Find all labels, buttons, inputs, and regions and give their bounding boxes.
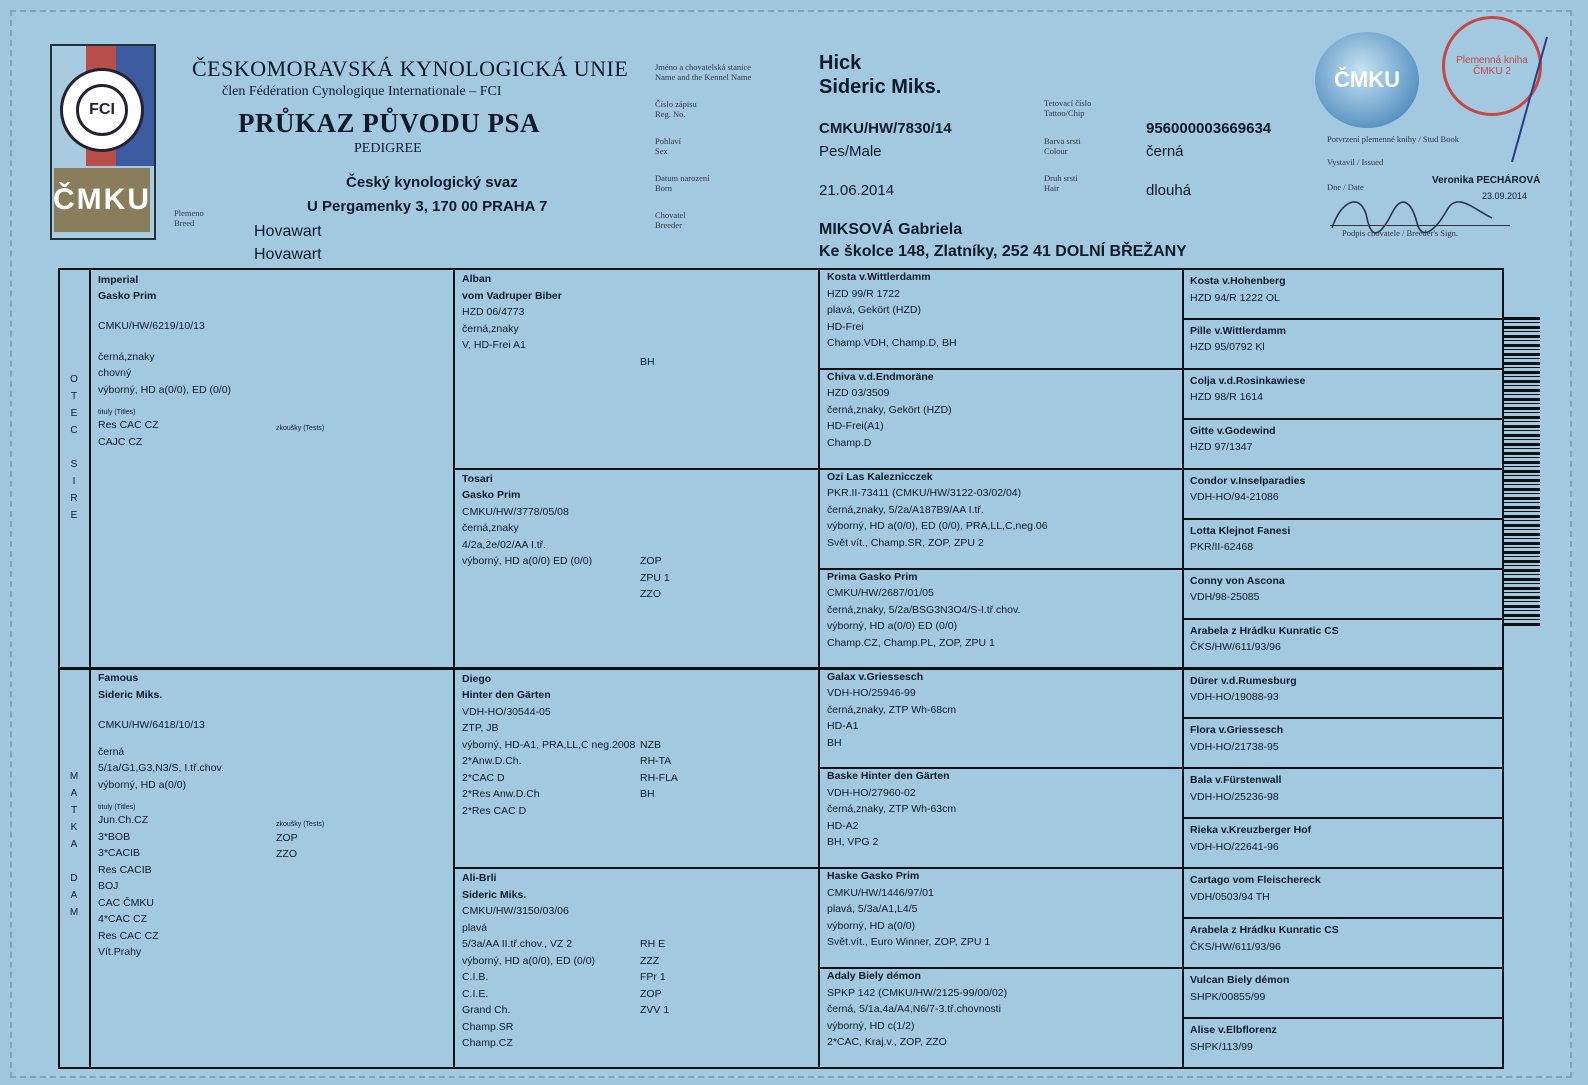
gen4-cell	[1190, 523, 1490, 556]
gen2-info: V, HD-Frei A1	[462, 339, 526, 351]
dam-cell	[98, 670, 448, 961]
breed-label: Plemeno Breed	[174, 208, 204, 228]
gen4-row-divider	[1182, 318, 1504, 320]
sire-letter: S	[70, 459, 78, 470]
label-born: Datum narození Born	[655, 173, 710, 193]
gen4-reg: HZD 95/0792 Kl	[1190, 341, 1265, 354]
gen2-test: NZB	[640, 738, 661, 751]
gen4-row-divider	[1182, 368, 1504, 370]
gen3-info: Svět.vít., Euro Winner, ZOP, ZPU 1	[827, 936, 991, 949]
gen3-info: výborný, HD a(0/0)	[827, 919, 916, 932]
gen4-row-divider	[1182, 618, 1504, 620]
gen4-row-divider	[1182, 967, 1504, 969]
cmku-stamp-icon: ČMKU	[1315, 32, 1419, 128]
gen4-reg: VDH-HO/22641-96	[1190, 840, 1279, 853]
gen2-test: RH-FLA	[640, 771, 678, 784]
gen4-name: Pille v.Wittlerdamm	[1190, 324, 1286, 337]
gen3-info: černá,znaky, 5/2a/A187B9/AA I.tř.	[827, 503, 984, 516]
org-name: ČESKOMORAVSKÁ KYNOLOGICKÁ UNIE	[192, 56, 629, 81]
dam-title-3: 3*CACIB	[98, 847, 141, 859]
gen4-row-divider	[1182, 817, 1504, 819]
dam-letter: D	[70, 873, 78, 884]
gen2-test: BH	[640, 355, 655, 368]
dam-tests-label: zkoušky (Tests)	[276, 821, 325, 828]
dam-title-9: Vít.Prahy	[98, 946, 142, 958]
gen4-name: Alise v.Elbflorenz	[1190, 1024, 1277, 1037]
gen4-reg: ČKS/HW/611/93/96	[1190, 940, 1281, 953]
gen2-info: výborný, HD a(0/0), ED (0/0)	[462, 954, 596, 967]
pedigree-grid	[12, 12, 1574, 1080]
gen4-reg: VDH/98-25085	[1190, 591, 1260, 604]
gen4-cell	[1190, 673, 1490, 706]
gen2-info: výborný, HD-A1, PRA,LL,C neg.2008	[462, 738, 636, 751]
gen3-cell	[827, 868, 1177, 951]
gen3-info: výborný, HD a(0/0), ED (0/0), PRA,LL,C,neg.06	[827, 520, 1048, 533]
cmku-logo-icon: ČMKU	[54, 168, 150, 232]
sire-kennel: Gasko Prim	[98, 289, 157, 302]
dam-name: Famous	[98, 672, 139, 684]
gen3-name: Haske Gasko Prim	[827, 870, 920, 883]
dam-letter: A	[70, 788, 78, 799]
gen4-cell	[1190, 473, 1490, 506]
gen2-info: ZTP, JB	[462, 722, 499, 734]
gen2-info: 2*CAC D	[462, 771, 505, 784]
gen3-cell	[827, 768, 1177, 851]
gen3-info: plavá, 5/3a/A1,L4/5	[827, 903, 918, 916]
issued-date: 23.09.2014	[1482, 191, 1528, 201]
club-name: Český kynologický svaz	[346, 174, 518, 191]
gen4-reg: SHPK/113/99	[1190, 1040, 1253, 1053]
sire-letter: I	[72, 476, 76, 487]
gen4-name: Gitte v.Godewind	[1190, 424, 1276, 437]
gen4-row-divider	[1182, 867, 1504, 869]
grid-top-border	[58, 268, 1504, 270]
dam-letter: A	[70, 839, 78, 850]
gen4-name: Arabela z Hrádku Kunratic CS	[1190, 624, 1339, 637]
gen2-info: 2*Anw.D.Ch.	[462, 755, 522, 767]
sire-letter: O	[70, 374, 78, 385]
gen2-info: VDH-HO/30544-05	[462, 705, 551, 718]
gen2-test: ZOP	[640, 555, 662, 568]
dam-letter: K	[70, 822, 78, 833]
document-title: PRŮKAZ PŮVODU PSA	[238, 108, 540, 138]
gen2-name: Diego	[462, 672, 492, 685]
gen3-info: černá, 5/1a,4a/A4,N6/7-3.tř.chovnosti	[827, 1003, 1001, 1016]
gen2-kennel: Hinter den Gärten	[462, 689, 551, 701]
dam-colour: černá	[98, 745, 125, 758]
gen4-name: Dürer v.d.Rumesburg	[1190, 674, 1297, 687]
dam-kennel: Sideric Miks.	[98, 688, 163, 701]
gen2-kennel: Sideric Miks.	[462, 888, 527, 901]
gen3-name: Kosta v.Wittlerdamm	[827, 271, 931, 283]
gen4-name: Lotta Klejnot Fanesi	[1190, 524, 1291, 537]
gen4-cell	[1190, 573, 1490, 606]
gen4-name: Conny von Ascona	[1190, 574, 1285, 587]
gen4-name: Rieka v.Kreuzberger Hof	[1190, 824, 1312, 837]
gen2-info: CMKU/HW/3150/03/06	[462, 905, 569, 918]
gen2-info: výborný, HD a(0/0) ED (0/0)	[462, 555, 593, 568]
stamp-text: Plemenná kniha ČMKU 2	[1456, 55, 1528, 77]
sire-eval: výborný, HD a(0/0), ED (0/0)	[98, 383, 232, 396]
gen2-name: Alban	[462, 273, 492, 285]
gen2-info: 2*Res CAC D	[462, 804, 527, 817]
gen3-name: Chiva v.d.Endmoräne	[827, 370, 934, 383]
sire-breeding: chovný	[98, 367, 132, 379]
gen2-info: CMKU/HW/3778/05/08	[462, 505, 569, 518]
gen3-info: CMKU/HW/2687/01/05	[827, 587, 934, 600]
dam-title-7: 4*CAC CZ	[98, 913, 148, 925]
gen4-reg: VDH-HO/25236-98	[1190, 790, 1279, 803]
gen3-name: Adaly Biely démon	[827, 970, 921, 983]
gen2-name: Tosari	[462, 472, 493, 485]
sire-letter	[68, 438, 80, 455]
gen4-name: Vulcan Biely démon	[1190, 974, 1290, 987]
gen2-cell	[462, 471, 802, 601]
gen3-info: HZD 99/R 1722	[827, 287, 900, 300]
breed-value: Hovawart	[254, 223, 322, 240]
gen4-reg: HZD 98/R 1614	[1190, 391, 1263, 404]
gen2-test: ZOP	[640, 987, 662, 1000]
gen3-info: HD-A2	[827, 819, 859, 832]
gen2-test: BH	[640, 788, 655, 800]
sire-cell	[98, 272, 448, 450]
dam-title-1: Jun.Ch.CZ	[98, 814, 149, 826]
dam-letter: M	[69, 907, 79, 918]
gen4-reg: VDH-HO/94-21086	[1190, 491, 1279, 504]
gen3-info: HD-Frei	[827, 320, 864, 333]
club-address: U Pergamenky 3, 170 00 PRAHA 7	[307, 198, 548, 215]
dam-title-4: Res CACIB	[98, 863, 152, 876]
gen4-row-divider	[1182, 418, 1504, 420]
gen3-info: černá,znaky, Gekört (HZD)	[827, 403, 952, 416]
gen3-info: HD-A1	[827, 720, 859, 732]
gen3-info: CMKU/HW/1446/97/01	[827, 886, 934, 899]
dog-hair: dlouhá	[1146, 182, 1192, 199]
gen4-cell	[1190, 323, 1490, 356]
gen2-test: RH-TA	[640, 755, 672, 767]
label-issued: Vystavil / Issued	[1327, 157, 1384, 167]
gen4-reg: SHPK/00855/99	[1190, 990, 1266, 1003]
gen3-cell	[827, 569, 1177, 652]
gen3-name: Baske Hinter den Gärten	[827, 770, 950, 783]
sire-name: Imperial	[98, 274, 139, 286]
gen2-test: ZZZ	[640, 954, 660, 967]
gen2-test: RH E	[640, 938, 666, 951]
gen4-row-divider	[1182, 717, 1504, 719]
sire-titles-label: tituly (Titles)	[98, 409, 136, 416]
gen4-cell	[1190, 373, 1490, 406]
label-breeder: Chovatel Breeder	[655, 210, 686, 230]
breeder-address: Ke školce 148, Zlatníky, 252 41 DOLNÍ BŘEŽANY	[819, 243, 1187, 260]
gen3-info: Champ.CZ, Champ.PL, ZOP, ZPU 1	[827, 636, 995, 649]
gen3-info: SPKP 142 (CMKU/HW/2125-99/00/02)	[827, 986, 1008, 999]
dog-colour: černá	[1146, 143, 1184, 160]
gen4-cell	[1190, 772, 1490, 805]
gen2-info: Champ.CZ	[462, 1037, 513, 1050]
dam-title-8: Res CAC CZ	[98, 929, 159, 942]
label-hair: Druh srsti Hair	[1044, 173, 1078, 193]
gen2-info: 2*Res Anw.D.Ch	[462, 788, 540, 800]
gen2-test: FPr 1	[640, 971, 666, 984]
sire-letter: E	[70, 408, 78, 419]
gen3-info: VDH-HO/27960-02	[827, 786, 916, 799]
label-reg: Číslo zápisu Reg. No.	[655, 99, 697, 119]
dog-chip: 956000003669634	[1146, 120, 1272, 137]
dam-test-1: ZOP	[276, 832, 298, 844]
sire-letter: T	[70, 391, 78, 402]
label-colour: Barva srsti Colour	[1044, 136, 1081, 156]
gen3-info: BH	[827, 736, 842, 749]
label-name: Jméno a chovatelská stanice Name and the Kennel Name	[655, 62, 752, 82]
gen4-cell	[1190, 822, 1490, 855]
breed-value-repeat: Hovawart	[254, 246, 322, 263]
gen4-name: Bala v.Fürstenwall	[1190, 774, 1282, 787]
dam-side-label	[68, 767, 80, 920]
gen2-info: C.I.E.	[462, 987, 489, 1000]
dam-letter	[68, 852, 80, 869]
gen3-cell	[827, 669, 1177, 752]
gen4-name: Kosta v.Hohenberg	[1190, 275, 1286, 287]
dam-title-6: CAC ČMKU	[98, 896, 155, 909]
gen3-info: PKR.II-73411 (CMKU/HW/3122-03/02/04)	[827, 487, 1022, 500]
gen2-info: černá,znaky	[462, 522, 519, 535]
gen4-row-divider	[1182, 468, 1504, 470]
gen4-reg: VDH/0503/94 TH	[1190, 890, 1270, 903]
gen3-info: Champ.D	[827, 436, 872, 449]
gen4-reg: HZD 97/1347	[1190, 441, 1253, 454]
gen2-test: ZZO	[640, 588, 661, 601]
gen4-row-divider	[1182, 568, 1504, 570]
gen3-info: 2*CAC, Kraj.v., ZOP, ZZO	[827, 1036, 947, 1049]
gen2-test: ZPU 1	[640, 571, 670, 584]
sire-letter: C	[70, 425, 78, 436]
dam-title-5: BOJ	[98, 880, 119, 892]
gen2-info: HZD 06/4773	[462, 306, 525, 318]
gen4-row-divider	[1182, 767, 1504, 769]
gen3-info: výborný, HD c(1/2)	[827, 1019, 915, 1032]
gen3-info: Champ.VDH, Champ.D, BH	[827, 337, 957, 349]
sire-side-label	[68, 370, 80, 523]
gen4-reg: VDH-HO/19088-93	[1190, 691, 1279, 703]
dog-sex: Pes/Male	[819, 143, 882, 160]
gen3-info: černá,znaky, 5/2a/BSG3N3O4/S-I.tř.chov.	[827, 603, 1021, 616]
gen2-info: plavá	[462, 921, 488, 934]
dog-reg-no: CMKU/HW/7830/14	[819, 120, 952, 137]
gen4-name: Arabela z Hrádku Kunratic CS	[1190, 924, 1339, 937]
label-tattoo: Tetovací číslo Tattoo/Chip	[1044, 98, 1092, 118]
gen4-cell	[1190, 972, 1490, 1005]
gen4-reg: VDH-HO/21738-95	[1190, 740, 1279, 753]
gen2-cell	[462, 671, 802, 820]
gen2-info: Grand Ch.	[462, 1004, 511, 1017]
gen4-name: Colja v.d.Rosinkawiese	[1190, 374, 1306, 387]
dog-born: 21.06.2014	[819, 182, 895, 199]
fci-membership: člen Fédération Cynologique Internationale – FCI	[222, 84, 502, 99]
dam-test-2: ZZO	[276, 848, 297, 860]
gen2-cell	[462, 870, 802, 1052]
gen2-info: černá,znaky	[462, 322, 519, 335]
gen4-cell	[1190, 872, 1490, 905]
dam-letter: T	[70, 805, 78, 816]
gen3-cell	[827, 269, 1177, 352]
gen3-cell	[827, 968, 1177, 1051]
gen4-cell	[1190, 623, 1490, 656]
gen3-cell	[827, 469, 1177, 552]
gen4-row-divider	[1182, 518, 1504, 520]
sire-reg: CMKU/HW/6219/10/13	[98, 320, 205, 332]
dog-name-line1: Hick	[819, 52, 862, 74]
gen4-name: Flora v.Griessesch	[1190, 724, 1284, 737]
gen4-cell	[1190, 922, 1490, 955]
gen3-info: černá,znaky, ZTP Wh-68cm	[827, 703, 957, 716]
label-date: Dne / Date	[1327, 182, 1364, 192]
pedigree-document	[10, 10, 1572, 1078]
gen3-info: Svět.vít., Champ.SR, ZOP, ZPU 2	[827, 536, 984, 549]
dam-reg: CMKU/HW/6418/10/13	[98, 719, 205, 731]
gen4-name: Condor v.Inselparadies	[1190, 474, 1306, 487]
dam-letter: M	[69, 771, 79, 782]
gen3-info: černá,znaky, ZTP Wh-63cm	[827, 803, 957, 816]
gen3-info: HD-Frei(A1)	[827, 420, 884, 433]
gen3-name: Galax v.Griessesch	[827, 670, 924, 683]
issued-by: Veronika PECHÁROVÁ	[1432, 175, 1541, 186]
gen4-row-divider	[1182, 917, 1504, 919]
gen2-cell	[462, 271, 802, 368]
gen2-test: ZVV 1	[640, 1004, 670, 1017]
gen3-name: Prima Gasko Prim	[827, 570, 918, 583]
gen4-cell	[1190, 423, 1490, 456]
gen4-cell	[1190, 1022, 1490, 1055]
dam-eval: výborný, HD a(0/0)	[98, 778, 187, 791]
gen4-reg: HZD 94/R 1222 OL	[1190, 291, 1280, 304]
gen2-name: Ali-Brli	[462, 872, 497, 885]
document-subtitle: PEDIGREE	[354, 141, 422, 156]
dam-titles-label: tituly (Titles)	[98, 804, 136, 811]
gen4-row-divider	[1182, 1017, 1504, 1019]
gen4-reg: PKR/II-62468	[1190, 541, 1254, 554]
gen3-info: VDH-HO/25946-99	[827, 687, 916, 699]
gen3-cell	[827, 369, 1177, 452]
gen3-info: výborný, HD a(0/0) ED (0/0)	[827, 620, 958, 633]
gen3-info: BH, VPG 2	[827, 836, 879, 849]
gen3-info: HZD 03/3509	[827, 387, 890, 400]
sire-letter: R	[70, 493, 78, 504]
breeder-name: MIKSOVÁ Gabriela	[819, 221, 963, 238]
sire-title-2: CAJC CZ	[98, 435, 143, 448]
gen4-reg: ČKS/HW/611/93/96	[1190, 641, 1281, 654]
gen2-info: C.I.B.	[462, 971, 489, 984]
grid-bottom-border	[58, 1067, 1504, 1069]
sire-title-1: Res CAC CZ	[98, 419, 159, 431]
sire-colour: černá,znaky	[98, 350, 155, 363]
label-sex: Pohlaví Sex	[655, 136, 681, 156]
sire-letter: E	[70, 510, 78, 521]
gen3-name: Ozi Las Kaleznicczek	[827, 470, 933, 483]
gen2-kennel: Gasko Prim	[462, 489, 521, 502]
gen2-info: 5/3a/AA II.tř.chov., VZ 2	[462, 938, 573, 951]
gen4-row-divider	[1182, 668, 1504, 670]
fci-emblem-label: FCI	[76, 84, 128, 136]
dog-name-line2: Sideric Miks.	[819, 76, 942, 98]
dam-title-2: 3*BOB	[98, 830, 131, 843]
gen4-cell	[1190, 273, 1490, 306]
gen2-info: Champ.SR	[462, 1020, 514, 1033]
gen4-cell	[1190, 722, 1490, 755]
dam-breeding: 5/1a/G1,G3,N3/S, I.tř.chov.	[98, 762, 224, 774]
sire-tests-label: zkoušky (Tests)	[276, 425, 325, 432]
gen3-info: plavá, Gekört (HZD)	[827, 304, 921, 316]
label-stud-book: Potvrzení plemenné knihy / Stud Book	[1327, 134, 1459, 144]
gen4-name: Cartago vom Fleischereck	[1190, 874, 1321, 887]
dam-letter: A	[70, 890, 78, 901]
gen2-kennel: vom Vadruper Biber	[462, 289, 562, 302]
label-signature: Podpis chovatele / Breeder's Sign.	[1342, 228, 1459, 238]
gen2-info: 4/2a,2e/02/AA I.tř.	[462, 538, 547, 551]
